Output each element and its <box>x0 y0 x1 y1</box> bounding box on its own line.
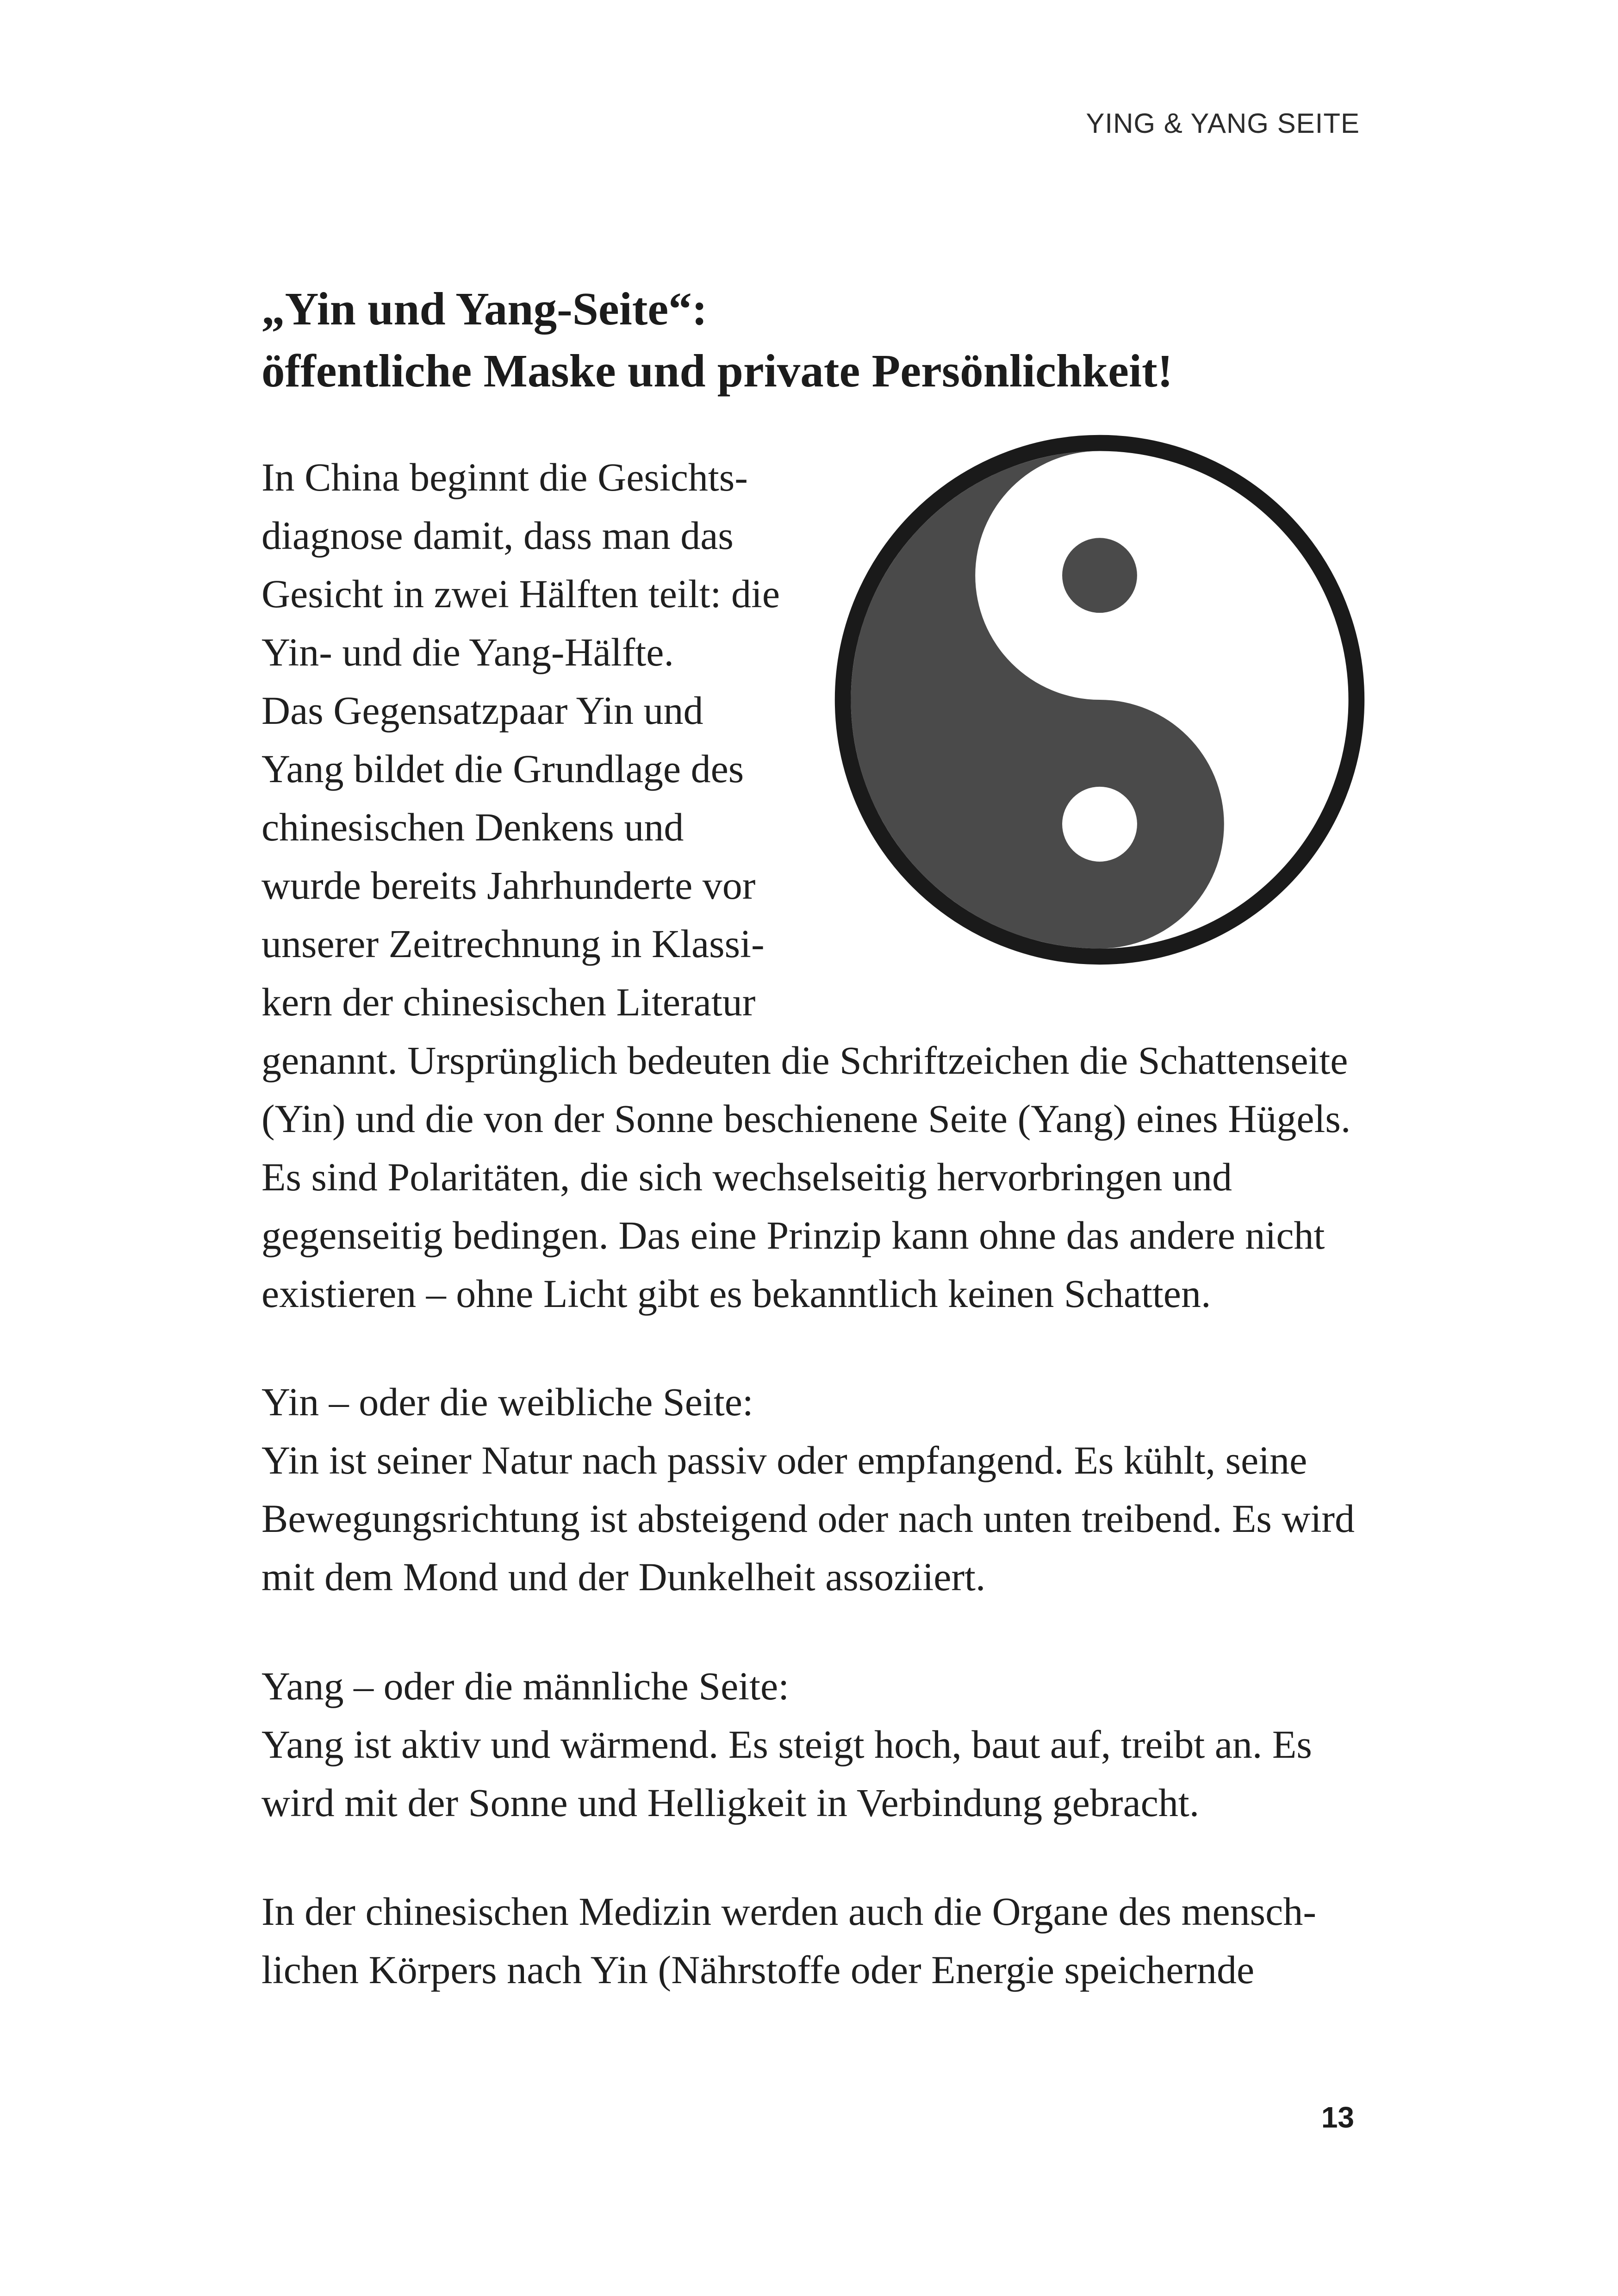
paragraph-intro <box>261 448 1372 1323</box>
chapter-heading-line: „Yin und Yang-Seite“: <box>261 283 708 335</box>
text-line: Bewegungsrichtung ist absteigend oder nach unten treibend. Es wird <box>261 1496 1355 1541</box>
text-line: lichen Körpers nach Yin (Nährstoffe oder Energie speichernde <box>261 1948 1255 1992</box>
chapter-heading-line: öffentliche Maske und private Persönlichkeit! <box>261 345 1173 397</box>
page-number: 13 <box>1321 2101 1354 2134</box>
text-line: Yang ist aktiv und wärmend. Es steigt hoch, baut auf, treibt an. Es <box>261 1722 1312 1767</box>
text-line: Gesicht in zwei Hälften teilt: die <box>261 572 780 616</box>
chapter-heading <box>261 278 1372 402</box>
text-line: Das Gegensatzpaar Yin und <box>261 688 703 733</box>
text-line: wird mit der Sonne und Helligkeit in Verbindung gebracht. <box>261 1780 1200 1825</box>
paragraph-yin <box>261 1373 1372 1606</box>
text-line: existieren – ohne Licht gibt es bekanntlich keinen Schatten. <box>261 1271 1211 1316</box>
text-line: kern der chinesischen Literatur <box>261 980 756 1024</box>
text-line: diagnose damit, dass man das <box>261 513 734 558</box>
text-line: Yin- und die Yang-Hälfte. <box>261 630 674 674</box>
text-line: mit dem Mond und der Dunkelheit assoziiert. <box>261 1555 986 1599</box>
paragraph-yang <box>261 1657 1372 1832</box>
text-line: In der chinesischen Medizin werden auch die Organe des mensch- <box>261 1889 1316 1934</box>
text-line: Yin – oder die weibliche Seite: <box>261 1380 753 1424</box>
text-line: genannt. Ursprünglich bedeuten die Schriftzeichen die Schattenseite <box>261 1038 1348 1083</box>
paragraph-organs <box>261 1882 1372 1999</box>
running-head: YING & YANG SEITE <box>1086 108 1360 139</box>
text-line: Es sind Polaritäten, die sich wechselseitig hervorbringen und <box>261 1155 1232 1199</box>
text-line: Yin ist seiner Natur nach passiv oder empfangend. Es kühlt, seine <box>261 1438 1307 1482</box>
text-line: gegenseitig bedingen. Das eine Prinzip kann ohne das andere nicht <box>261 1213 1325 1257</box>
text-line: chinesischen Denkens und <box>261 805 684 849</box>
text-line: unserer Zeitrechnung in Klassi- <box>261 921 765 966</box>
text-line: wurde bereits Jahrhunderte vor <box>261 863 756 908</box>
text-line: Yang – oder die männliche Seite: <box>261 1664 790 1708</box>
text-line: Yang bildet die Grundlage des <box>261 747 744 791</box>
text-line: (Yin) und die von der Sonne beschienene Seite (Yang) eines Hügels. <box>261 1096 1351 1141</box>
text-line: In China beginnt die Gesichts- <box>261 455 748 499</box>
